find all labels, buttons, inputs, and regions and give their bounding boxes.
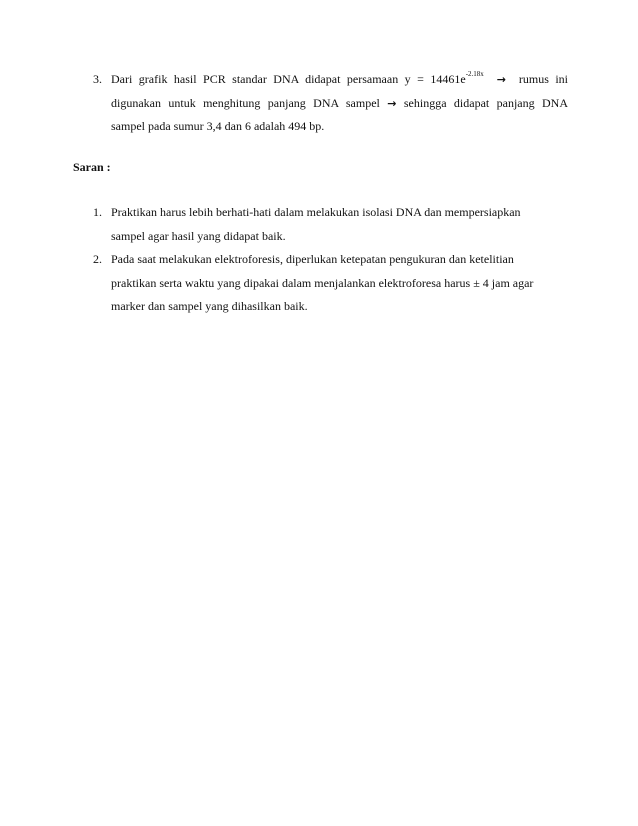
text-line: digunakan untuk menghitung panjang DNA sampel → sehingga didapat panjang DNA <box>111 95 569 110</box>
saran-item-1 <box>93 201 568 248</box>
exponent-superscript: -2.18x <box>465 70 484 78</box>
list-item-text <box>111 201 568 248</box>
text-line: sampel pada sumur 3,4 dan 6 adalah 494 bp. <box>111 119 325 133</box>
text-line: Pada saat melakukan elektroforesis, diperlukan ketepatan pengukuran dan ketelitian <box>111 252 514 266</box>
list-number: 1. <box>93 205 102 219</box>
text-line: sampel agar hasil yang didapat baik. <box>111 228 286 243</box>
saran-item-2 <box>93 248 568 319</box>
list-item-text <box>111 248 568 319</box>
list-number: 2. <box>93 252 102 266</box>
right-arrow-icon: → <box>496 73 506 86</box>
text-line: Dari grafik hasil PCR standar DNA didapat persamaan $y = 14461e^{-2.18x}$ → rumus ini <box>111 70 569 86</box>
text-line: marker dan sampel yang dihasilkan baik. <box>111 299 308 313</box>
list-item-text <box>111 68 568 139</box>
conclusion-item-3 <box>93 68 568 139</box>
section-heading-saran: Saran : <box>73 160 111 174</box>
text-line: Praktikan harus lebih berhati-hati dalam melakukan isolasi DNA dan mempersiapkan <box>111 205 521 219</box>
text-line: praktikan serta waktu yang dipakai dalam menjalankan elektroforesa harus ± 4 jam agar <box>111 275 534 290</box>
right-arrow-icon: → <box>387 96 397 110</box>
list-number: 3. <box>93 72 102 86</box>
